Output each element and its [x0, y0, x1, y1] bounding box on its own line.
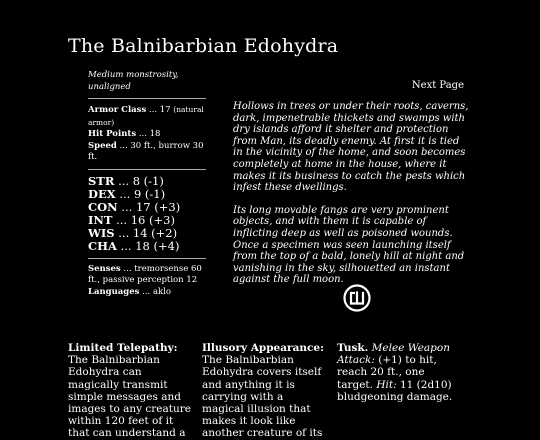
- description: [233, 101, 469, 297]
- ability-key: INT: [88, 212, 113, 227]
- armor-class-value: ... 17: [146, 105, 174, 115]
- creature-subtype: Medium monstrosity, unaligned: [88, 70, 179, 92]
- divider: [88, 169, 206, 170]
- ability-value: ... 16 (+3): [112, 212, 175, 227]
- ability-value: ... 9 (-1): [115, 186, 166, 201]
- languages-label: Languages: [88, 286, 140, 297]
- senses-value: ... tremorsense 60 ft., passive perception 12: [88, 263, 202, 285]
- divider: [88, 258, 206, 259]
- feature-text: The Balnibarbian Edohydra covers itself and anything it is carrying with a magical illusion that makes it look like another creature of its: [202, 354, 323, 440]
- ability-value: ... 8 (-1): [114, 173, 164, 188]
- hit-points: [88, 129, 206, 141]
- hit-points-value: ... 18: [136, 129, 161, 139]
- hit-points-label: Hit Points: [88, 129, 137, 139]
- ability-value: ... 17 (+3): [117, 199, 181, 214]
- armor-class-note: (natural armor): [88, 105, 204, 127]
- feature-name: Illusory Appearance:: [202, 342, 324, 354]
- action-tusk: [337, 342, 463, 403]
- description-paragraph: Its long movable fangs are very prominent objects, and with them it is capable of inflicting deep as well as poisoned wounds. Once a specimen was seen launching itself from the top of a bald, lonely hill at night and vanishing in the sky, silhouetted an instant against the full moon.: [233, 204, 465, 286]
- action-name: Tusk.: [337, 342, 369, 354]
- feature-name: Limited Telepathy:: [68, 342, 178, 354]
- feature-telepathy: [68, 342, 194, 440]
- description-paragraph: Hollows in trees or under their roots, caverns, dark, impenetrable thickets and swamps with dry islands afford it shelter and protection from Man, its deadly enemy. At first it is tied in the vicinity of the home, and soon becomes completely at home in the house, where it makes it its business to catch the pests which infest these dwellings.: [233, 101, 469, 194]
- ability-value: ... 14 (+2): [114, 225, 178, 240]
- ability-key: CHA: [88, 238, 117, 253]
- feature-text: The Balnibarbian Edohydra can magically transmit simple messages and images to any creature within 120 feet of it that can understand a: [68, 354, 191, 440]
- next-page-link[interactable]: Next Page: [411, 80, 464, 91]
- speed-label: Speed: [88, 140, 117, 151]
- ability-key: DEX: [88, 186, 116, 201]
- ability-key: CON: [88, 199, 118, 214]
- armor-class: [88, 104, 206, 129]
- ability-cha: [88, 240, 206, 253]
- action-text: (+1) to hit, reach 20 ft., one target.: [337, 354, 437, 391]
- senses: [88, 264, 206, 287]
- languages-value: ... aklo: [139, 286, 172, 297]
- feature-illusory: [202, 342, 328, 440]
- speed: [88, 141, 206, 164]
- languages: [88, 287, 206, 299]
- ability-key: STR: [88, 173, 115, 188]
- stat-block: [88, 70, 206, 298]
- armor-class-label: Armor Class: [88, 105, 147, 115]
- divider: [88, 98, 206, 99]
- ability-key: WIS: [88, 225, 115, 240]
- senses-label: Senses: [88, 263, 121, 274]
- action-type: Melee Weapon Attack:: [337, 342, 450, 367]
- page-title: The Balnibarbian Edohydra: [68, 35, 339, 57]
- speed-value: ... 30 ft., burrow 30 ft.: [88, 140, 204, 162]
- emblem-icon: [342, 283, 372, 313]
- ability-value: ... 18 (+4): [116, 238, 180, 253]
- action-hit-label: Hit:: [376, 378, 397, 391]
- action-damage: 11 (2d10) bludgeoning damage.: [337, 378, 453, 403]
